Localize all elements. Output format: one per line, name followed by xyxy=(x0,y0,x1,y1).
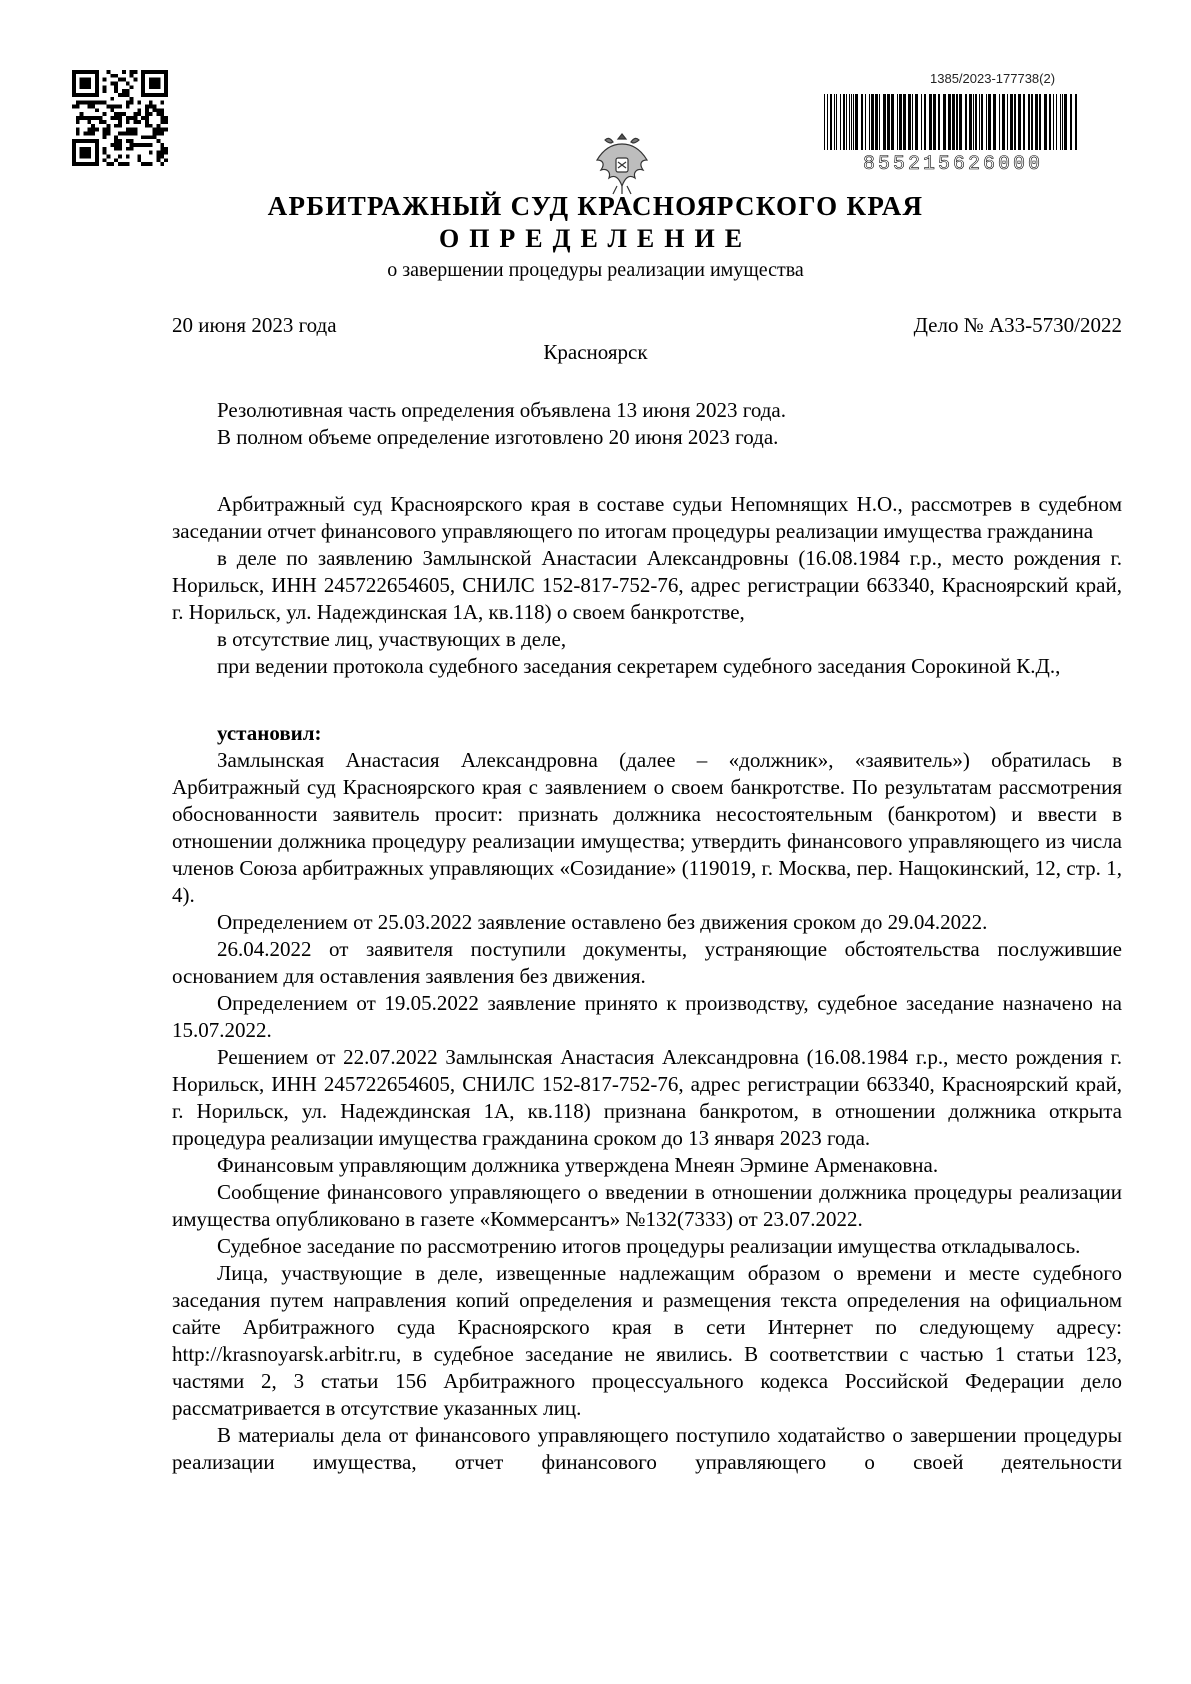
preamble-paragraph: в отсутствие лиц, участвующих в деле, xyxy=(217,627,567,651)
body-paragraph: Судебное заседание по рассмотрению итогов процедуры реализации имущества откладывалось. xyxy=(217,1234,1081,1258)
document-type: ОПРЕДЕЛЕНИЕ xyxy=(438,224,753,253)
preamble-paragraph: при ведении протокола судебного заседания секретарем судебного заседания Сорокиной К.Д., xyxy=(217,654,1061,678)
established-heading: установил: xyxy=(217,721,322,745)
document-date: 20 июня 2023 года xyxy=(172,313,337,337)
body-paragraph: Определением от 19.05.2022 заявление принято к производству, судебное заседание назначено на 15.07.2022. xyxy=(172,991,1122,1042)
intro-paragraph: Резолютивная часть определения объявлена 13 июня 2023 года. xyxy=(217,398,786,422)
document-subtitle: о завершении процедуры реализации имущества xyxy=(387,259,804,281)
barcode xyxy=(822,94,1084,172)
preamble-paragraph: Арбитражный суд Красноярского края в составе судьи Непомнящих Н.О., рассмотрев в судебном заседании отчет финансового управляющего по итогам процедуры реализации имущества гражданина xyxy=(172,492,1122,543)
body-paragraph: Финансовым управляющим должника утверждена Мнеян Эрмине Арменаковна. xyxy=(217,1153,939,1177)
preamble-paragraph: в деле по заявлению Замлынской Анастасии Александровны (16.08.1984 г.р., место рождения г. Норильск, ИНН 245722654605, СНИЛС 152-817-752-76, адрес регистрации 663340, Красноярский край, г. Норильск, ул. Надеждинская 1А, кв.118) о своем банкротстве, xyxy=(172,546,1122,624)
qr-code xyxy=(70,70,170,166)
document-city: Красноярск xyxy=(543,340,648,364)
body-paragraph: Определением от 25.03.2022 заявление оставлено без движения сроком до 29.04.2022. xyxy=(217,910,988,934)
body-paragraph: Лица, участвующие в деле, извещенные надлежащим образом о времени и месте судебного заседания путем направления копий определения и размещения текста определения на официальном сайте Арбитражного суда Красноярского края в сети Интернет по следующему адресу: http://krasnoyarsk.arbitr.ru, в судебное заседание не явились. В соответствии с частью 1 статьи 123, частями 2, 3 статьи 156 Арбитражного процессуального кодекса Российской Федерации дело рассматривается в отсутствие указанных лиц. xyxy=(172,1261,1122,1420)
barcode-number: 855215626000 xyxy=(862,153,1044,172)
intro-paragraph: В полном объеме определение изготовлено 20 июня 2023 года. xyxy=(217,425,779,449)
coat-of-arms-emblem xyxy=(591,130,653,196)
document-body xyxy=(172,397,1122,1476)
body-paragraph: 26.04.2022 от заявителя поступили документы, устраняющие обстоятельства послужившие основанием для оставления заявления без движения. xyxy=(172,937,1122,988)
case-number: Дело № А33-5730/2022 xyxy=(913,313,1122,337)
body-paragraph: Сообщение финансового управляющего о введении в отношении должника процедуры реализации имущества опубликовано в газете «Коммерсантъ» №132(7333) от 23.07.2022. xyxy=(172,1180,1122,1231)
body-paragraph: Решением от 22.07.2022 Замлынская Анастасия Александровна (16.08.1984 г.р., место рождения г. Норильск, ИНН 245722654605, СНИЛС 152-817-752-76, адрес регистрации 663340, Красноярский край, г. Норильск, ул. Надеждинская 1А, кв.118) признана банкротом, в отношении должника открыта процедура реализации имущества гражданина сроком до 13 января 2023 года. xyxy=(172,1045,1122,1150)
body-paragraph: Замлынская Анастасия Александровна (далее – «должник», «заявитель») обратилась в Арбитражный суд Красноярского края с заявлением о своем банкротстве. По результатам рассмотрения обоснованности заявитель просит: признать должника несостоятельным (банкротом) и ввести в отношении должника процедуру реализации имущества; утвердить финансового управляющего из числа членов Союза арбитражных управляющих «Созидание» (119019, г. Москва, пер. Нащокинский, 12, стр. 1, 4). xyxy=(172,748,1122,907)
case-code: 1385/2023-177738(2) xyxy=(930,71,1056,86)
body-paragraph: В материалы дела от финансового управляющего поступило ходатайство о завершении процедуры реализации имущества, отчет финансового управляющего о своей деятельности xyxy=(172,1423,1122,1474)
court-name: АРБИТРАЖНЫЙ СУД КРАСНОЯРСКОГО КРАЯ xyxy=(267,191,924,221)
